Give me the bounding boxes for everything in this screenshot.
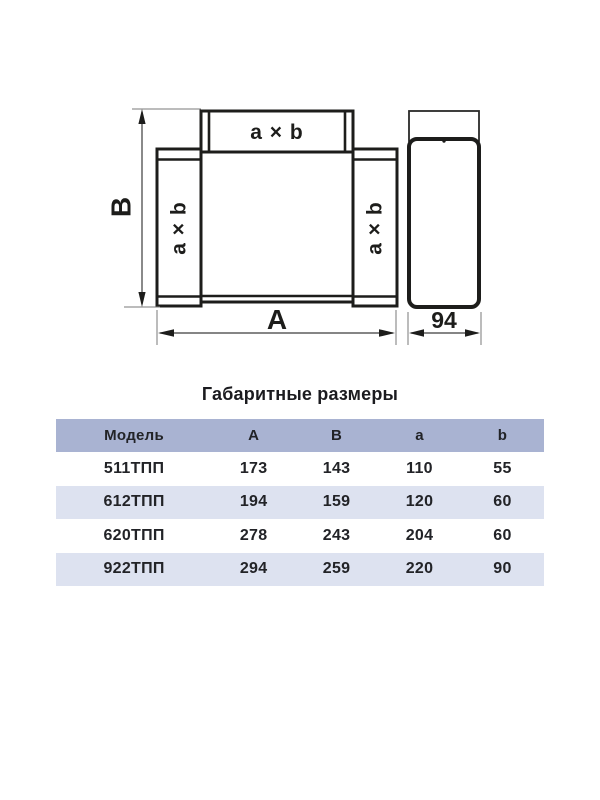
value-cell: 204 <box>405 526 434 544</box>
dimensions-table <box>56 419 544 586</box>
value-cell: 220 <box>405 560 434 578</box>
value-cell: 143 <box>322 460 351 478</box>
header-A: A <box>248 427 260 445</box>
dimension-A <box>157 304 396 345</box>
model-cell: 612ТПП <box>103 493 165 511</box>
table-row <box>56 486 544 519</box>
dim-A-arrow-left <box>158 329 174 337</box>
side-body-outline <box>409 139 479 307</box>
header-a: a <box>415 427 424 445</box>
right-port-size-label: a × b <box>363 201 387 255</box>
side-view <box>409 111 479 307</box>
dim-94-arrow-right <box>465 329 480 337</box>
value-cell: 110 <box>406 460 433 478</box>
dimension-depth <box>408 307 481 345</box>
side-branch-outline <box>409 111 479 141</box>
table-row <box>56 452 544 485</box>
value-cell: 259 <box>322 560 351 578</box>
value-cell: 194 <box>239 493 268 511</box>
table-title: Габаритные размеры <box>201 384 399 404</box>
tee-duct-technical-drawing <box>0 0 600 370</box>
dim-94-arrow-left <box>409 329 424 337</box>
header-B: B <box>331 427 343 445</box>
table-header-row <box>56 419 544 452</box>
value-cell: 159 <box>322 493 351 511</box>
value-cell: 278 <box>239 526 268 544</box>
dim-94-label: 94 <box>431 307 457 333</box>
value-cell: 55 <box>493 460 512 478</box>
dim-A-arrow-right <box>379 329 395 337</box>
front-view <box>157 111 397 306</box>
header-b: b <box>497 427 508 445</box>
header-model: Модель <box>104 427 165 445</box>
dim-B-arrow-up <box>138 109 145 124</box>
table-row <box>56 519 544 552</box>
side-body-top-mark <box>442 139 445 142</box>
table-row <box>56 553 544 586</box>
dim-B-label: B <box>105 196 137 218</box>
value-cell: 173 <box>239 460 268 478</box>
model-cell: 620ТПП <box>103 526 165 544</box>
value-cell: 294 <box>239 560 268 578</box>
body-outline <box>201 152 353 302</box>
dim-A-label: A <box>266 304 288 335</box>
value-cell: 120 <box>405 493 434 511</box>
model-cell: 922ТПП <box>103 560 165 578</box>
branch-size-label: a × b <box>250 121 304 144</box>
value-cell: 60 <box>493 526 512 544</box>
left-port-size-label: a × b <box>167 201 191 255</box>
value-cell: 60 <box>493 493 512 511</box>
dim-B-arrow-down <box>138 292 145 307</box>
model-cell: 511ТПП <box>103 460 165 478</box>
value-cell: 243 <box>322 526 351 544</box>
value-cell: 90 <box>493 560 512 578</box>
